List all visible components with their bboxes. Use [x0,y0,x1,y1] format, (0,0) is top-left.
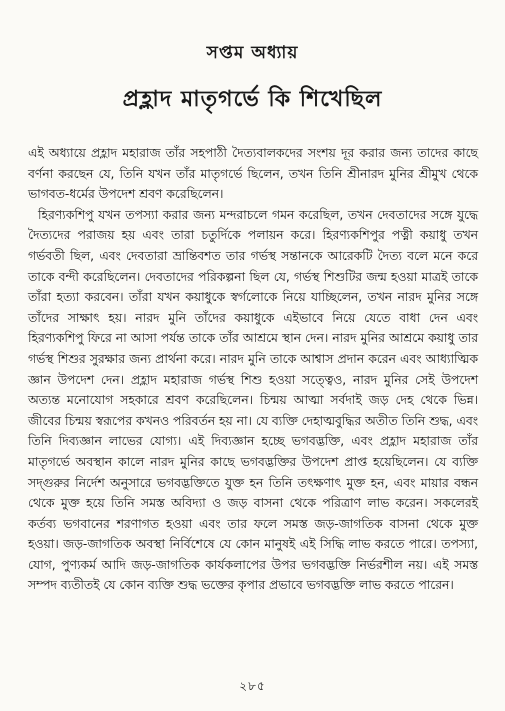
summary-paragraph-1: এই অধ্যায়ে প্রহ্লাদ মহারাজ তাঁর সহপাঠী দৈত্যবালকদের সংশয় দূর করার জন্য তাদের কাছে বর্ণনা করছেন যে, তিনি যখন তাঁর মাতৃগর্ভে ছিলেন, তখন তিনি শ্রীনারদ মুনির শ্রীমুখ থেকে ভাগবত-ধর্মের উপদেশ শ্রবণ করেছিলেন। [28,146,478,202]
chapter-title: প্রহ্লাদ মাতৃগর্ভে কি শিখেছিল [122,87,383,112]
page-number: ২৮৫ [239,679,266,693]
chapter-summary [28,143,478,596]
chapter-label: সপ্তম অধ্যায় [206,43,299,63]
summary-paragraph-2: হিরণ্যকশিপু যখন তপস্যা করার জন্য মন্দরাচলে গমন করেছিল, তখন দেবতাদের সঙ্গে যুদ্ধে দৈত্যদের পরাজয় হয় এবং তারা চতুর্দিকে পলায়ন করে। হিরণ্যকশিপুর পত্নী কয়াধু তখন গর্ভবতী ছিল, এবং দেবতারা ভ্রান্তিবশত তার গর্ভস্থ সন্তানকে আরেকটি দৈত্য বলে মনে করে তাকে বন্দী করেছিলেন। দেবতাদের পরিকল্পনা ছিল যে, গর্ভস্থ শিশুটির জন্ম হওয়া মাত্রই তাকে তাঁরা হত্যা করবেন। তাঁরা যখন কয়াধুকে স্বর্গলোকে নিয়ে যাচ্ছিলেন, তখন নারদ মুনির সঙ্গে তাঁদের সাক্ষাৎ হয়। নারদ মুনি তাঁদের কয়াধুকে এইভাবে নিয়ে যেতে বাধা দেন এবং হিরণ্যকশিপু ফিরে না আসা পর্যন্ত তাকে তাঁর আশ্রমে স্থান দেন। নারদ মুনির আশ্রমে কয়াধু তার গর্ভস্থ শিশুর সুরক্ষার জন্য প্রার্থনা করে। নারদ মুনি তাকে আশ্বাস প্রদান করেন এবং আধ্যাত্মিক জ্ঞান উপদেশ দেন। প্রহ্লাদ মহারাজ গর্ভস্থ শিশু হওয়া সত্ত্বেও, নারদ মুনির সেই উপদেশ অত্যন্ত মনোযোগ সহকারে শ্রবণ করেছিলেন। চিন্ময় আত্মা সর্বদাই জড় দেহ থেকে ভিন্ন। জীবের চিন্ময় স্বরূপের কখনও পরিবর্তন হয় না। যে ব্যক্তি দেহাত্মবুদ্ধির অতীত তিনি শুদ্ধ, এবং তিনি দিব্যজ্ঞান লাভের যোগ্য। এই দিব্যজ্ঞান হচ্ছে ভগবদ্ভক্তি, এবং প্রহ্লাদ মহারাজ তাঁর মাতৃগর্ভে অবস্থান কালে নারদ মুনির কাছে ভগবদ্ভক্তির উপদেশ প্রাপ্ত হয়েছিলেন। যে ব্যক্তি সদ্গুরুর নির্দেশ অনুসারে ভগবদ্ভক্তিতে যুক্ত হন তিনি তৎক্ষণাৎ মুক্ত হন, এবং মায়ার বন্ধন থেকে মুক্ত হয়ে তিনি সমস্ত অবিদ্যা ও জড় বাসনা থেকে পরিত্রাণ লাভ করেন। সকলেরই কর্তব্য ভগবানের শরণাগত হওয়া এবং তার ফলে সমস্ত জড়-জাগতিক বাসনা থেকে মুক্ত হওয়া। জড়-জাগতিক অবস্থা নির্বিশেষে যে কোন মানুষই এই সিদ্ধি লাভ করতে পারে। তপস্যা, যোগ, পুণ্যকর্ম আদি জড়-জাগতিক কার্যকলাপের উপর ভগবদ্ভক্তি নির্ভরশীল নয়। এই সমস্ত সম্পদ ব্যতীতই যে কোন ব্যক্তি শুদ্ধ ভক্তের কৃপার প্রভাবে ভগবদ্ভক্তি লাভ করতে পারেন। [28,207,478,593]
